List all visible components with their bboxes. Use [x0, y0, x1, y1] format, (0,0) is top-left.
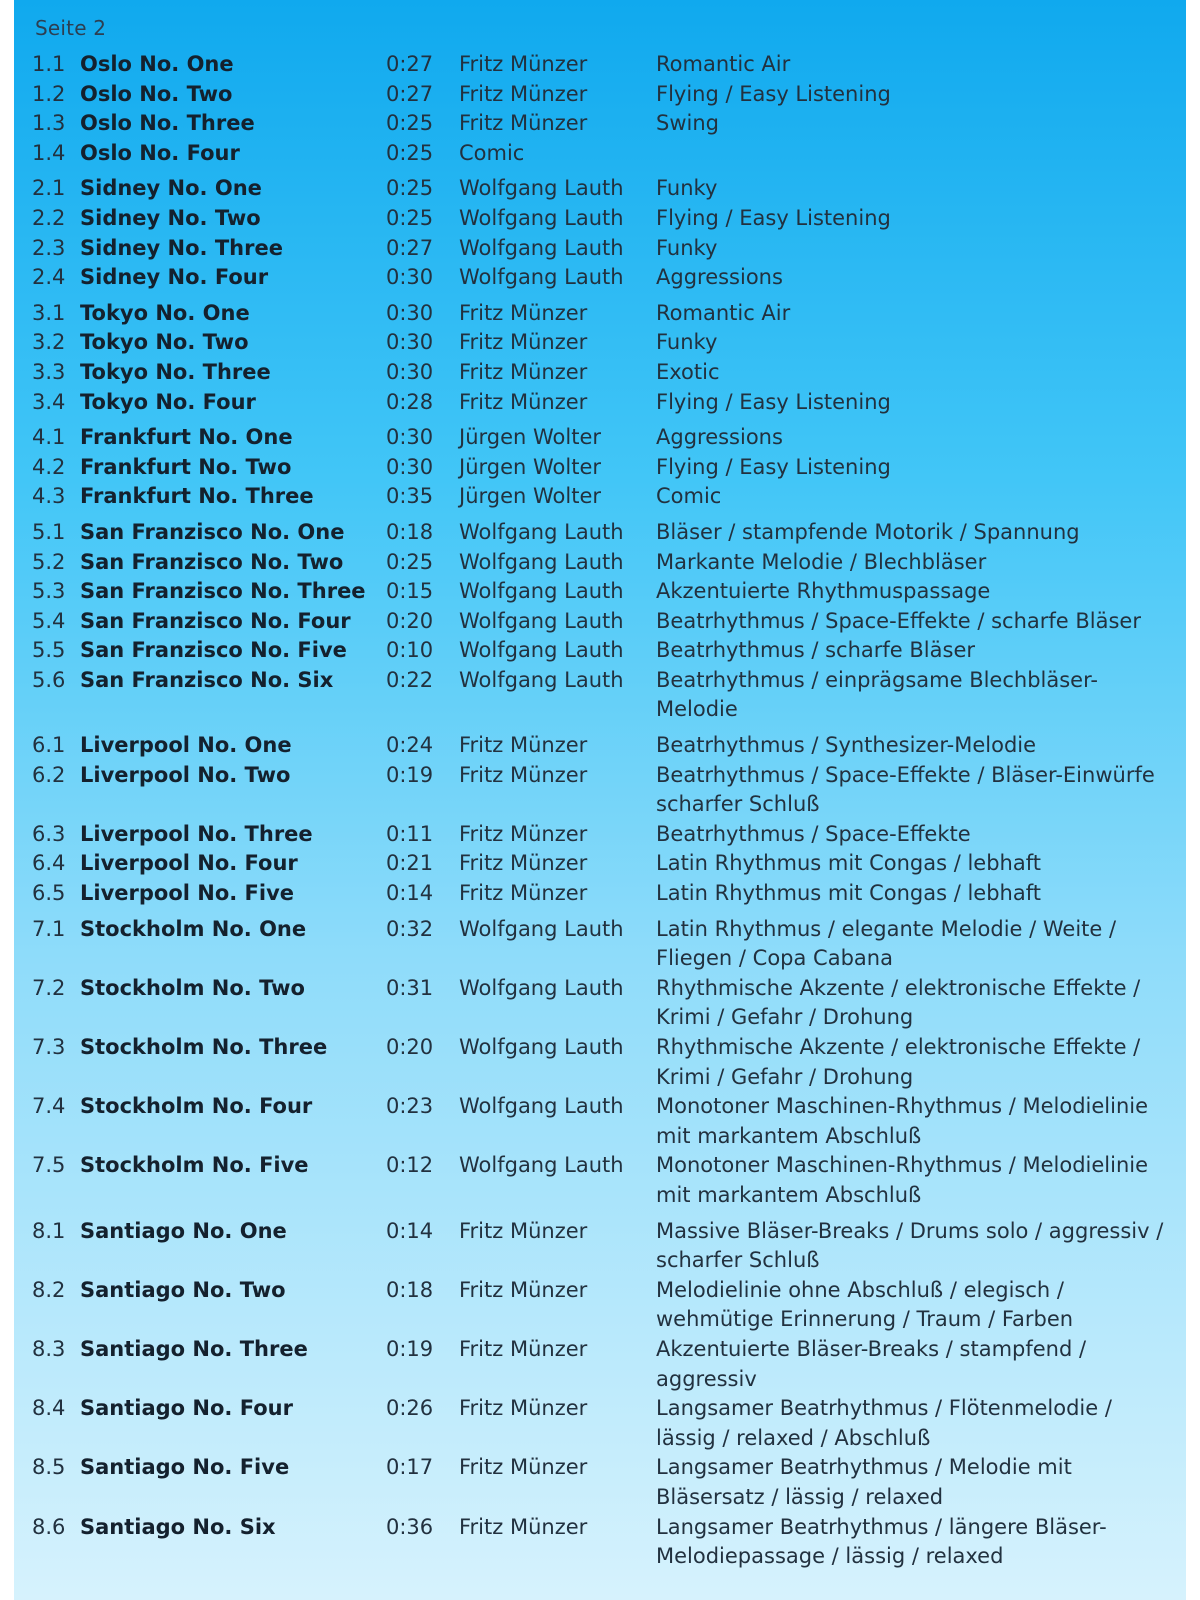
track-description: Comic	[656, 484, 722, 509]
track-duration: 0:19	[386, 1336, 434, 1361]
track-row	[14, 1276, 1186, 1335]
track-row	[14, 204, 1186, 234]
track-description: Massive Bläser-Breaks / Drums solo / aggressiv / scharfer Schluß	[656, 1218, 1164, 1273]
track-number: 4.2	[32, 454, 66, 479]
track-number: 7.1	[32, 916, 66, 941]
track-number: 8.4	[32, 1396, 66, 1421]
track-duration: 0:31	[386, 975, 434, 1000]
track-number: 5.1	[32, 519, 66, 544]
track-title: Sidney No. Three	[80, 235, 283, 260]
track-title: Tokyo No. One	[80, 300, 250, 325]
track-title: Oslo No. Three	[80, 111, 255, 136]
track-number: 5.4	[32, 608, 66, 633]
track-duration: 0:27	[386, 52, 434, 76]
track-description: Flying / Easy Listening	[656, 454, 891, 479]
track-duration: 0:24	[386, 733, 434, 758]
track-artist: Fritz Münzer	[459, 300, 588, 325]
track-duration: 0:12	[386, 1153, 434, 1178]
track-description: Beatrhythmus / Space-Effekte / Bläser-Einwürfe scharfer Schluß	[656, 762, 1155, 817]
track-number: 4.3	[32, 484, 66, 509]
track-number: 8.3	[32, 1336, 66, 1361]
track-artist: Wolfgang Lauth	[459, 916, 624, 941]
track-row	[14, 1092, 1186, 1151]
track-title: San Franzisco No. Four	[80, 608, 351, 633]
track-number: 1.4	[32, 140, 66, 165]
track-group	[14, 731, 1186, 909]
track-row	[14, 1217, 1186, 1276]
track-duration: 0:25	[386, 205, 434, 230]
track-row	[14, 548, 1186, 578]
track-description: Beatrhythmus / Space-Effekte / scharfe Bläser	[656, 608, 1141, 633]
track-group	[14, 423, 1186, 512]
track-row	[14, 607, 1186, 637]
track-description: Flying / Easy Listening	[656, 389, 891, 414]
track-duration: 0:22	[386, 667, 434, 692]
track-row	[14, 358, 1186, 388]
track-artist: Fritz Münzer	[459, 851, 588, 876]
track-duration: 0:20	[386, 608, 434, 633]
track-artist: Wolfgang Lauth	[459, 1094, 624, 1119]
track-title: Stockholm No. Four	[80, 1094, 313, 1119]
track-duration: 0:25	[386, 140, 434, 165]
track-artist: Wolfgang Lauth	[459, 1153, 624, 1178]
track-title: Liverpool No. Four	[80, 851, 298, 876]
track-duration: 0:18	[386, 1277, 434, 1302]
track-artist: Jürgen Wolter	[459, 484, 602, 509]
track-row	[14, 328, 1186, 358]
track-title: Tokyo No. Three	[80, 359, 271, 384]
track-artist: Fritz Münzer	[459, 821, 588, 846]
track-description: Latin Rhythmus mit Congas / lebhaft	[656, 851, 1041, 876]
track-row	[14, 263, 1186, 293]
track-artist: Fritz Münzer	[459, 81, 588, 106]
track-title: Oslo No. Four	[80, 140, 240, 165]
track-number: 5.2	[32, 549, 66, 574]
track-number: 8.2	[32, 1277, 66, 1302]
track-description: Beatrhythmus / Space-Effekte	[656, 821, 971, 846]
track-duration: 0:11	[386, 821, 434, 846]
track-group	[14, 915, 1186, 1211]
track-title: San Franzisco No. Six	[80, 667, 334, 692]
track-description: Flying / Easy Listening	[656, 81, 891, 106]
track-row	[14, 1513, 1186, 1572]
track-title: Sidney No. Four	[80, 265, 269, 290]
track-artist: Fritz Münzer	[459, 881, 588, 906]
track-description: Rhythmische Akzente / elektronische Effekte / Krimi / Gefahr / Drohung	[656, 1035, 1141, 1089]
track-row	[14, 299, 1186, 329]
track-group	[14, 299, 1186, 417]
track-artist: Fritz Münzer	[459, 733, 588, 758]
track-title: San Franzisco No. Three	[80, 579, 366, 604]
track-title: Stockholm No. Five	[80, 1153, 309, 1178]
track-number: 8.5	[32, 1455, 66, 1480]
track-description: Beatrhythmus / einprägsame Blechbläser-Melodie	[656, 667, 1098, 722]
track-row	[14, 80, 1186, 110]
track-row	[14, 518, 1186, 548]
track-duration: 0:30	[386, 359, 434, 384]
track-row	[14, 666, 1186, 725]
track-title: Liverpool No. Three	[80, 821, 313, 846]
track-number: 3.4	[32, 389, 66, 414]
track-duration: 0:30	[386, 265, 434, 290]
track-number: 6.1	[32, 733, 66, 758]
track-duration: 0:26	[386, 1396, 434, 1421]
track-description: Latin Rhythmus mit Congas / lebhaft	[656, 881, 1041, 906]
track-number: 1.3	[32, 111, 66, 136]
track-description: Langsamer Beatrhythmus / längere Bläser-Melodiepassage / lässig / relaxed	[656, 1514, 1107, 1569]
track-description: Romantic Air	[656, 52, 791, 76]
track-duration: 0:10	[386, 638, 434, 663]
track-description: Exotic	[656, 359, 720, 384]
track-number: 5.3	[32, 579, 66, 604]
track-group	[14, 1217, 1186, 1572]
track-description: Monotoner Maschinen-Rhythmus / Melodielinie mit markantem Abschluß	[656, 1153, 1149, 1207]
track-title: Sidney No. Two	[80, 205, 261, 230]
track-title: Oslo No. One	[80, 52, 234, 76]
track-description: Funky	[656, 176, 718, 201]
track-row	[14, 1335, 1186, 1394]
track-description: Beatrhythmus / Synthesizer-Melodie	[656, 733, 1037, 758]
track-row	[14, 761, 1186, 820]
track-row	[14, 453, 1186, 483]
track-artist: Fritz Münzer	[459, 1455, 588, 1480]
track-artist: Fritz Münzer	[459, 330, 588, 355]
track-description: Aggressions	[656, 425, 783, 450]
track-row	[14, 915, 1186, 974]
track-artist: Fritz Münzer	[459, 359, 588, 384]
track-artist: Wolfgang Lauth	[459, 608, 624, 633]
track-row	[14, 636, 1186, 666]
track-description: Langsamer Beatrhythmus / Flötenmelodie / lässig / relaxed / Abschluß	[656, 1396, 1112, 1450]
track-title: Santiago No. Five	[80, 1455, 290, 1480]
track-number: 1.2	[32, 81, 66, 106]
track-title: Frankfurt No. One	[80, 425, 293, 450]
track-number: 6.2	[32, 762, 66, 787]
track-number: 5.6	[32, 667, 66, 692]
track-duration: 0:19	[386, 762, 434, 787]
track-title: Stockholm No. One	[80, 916, 307, 941]
track-duration: 0:30	[386, 454, 434, 479]
track-number: 1.1	[32, 52, 66, 76]
track-artist: Fritz Münzer	[459, 1514, 588, 1539]
track-row	[14, 974, 1186, 1033]
track-title: Santiago No. Six	[80, 1514, 276, 1539]
track-row	[14, 1453, 1186, 1512]
track-artist: Fritz Münzer	[459, 1277, 588, 1302]
track-duration: 0:30	[386, 330, 434, 355]
track-number: 2.3	[32, 235, 66, 260]
track-description: Latin Rhythmus / elegante Melodie / Weite / Fliegen / Copa Cabana	[656, 916, 1117, 971]
track-number: 3.1	[32, 300, 66, 325]
track-title: Liverpool No. One	[80, 733, 292, 758]
track-artist: Fritz Münzer	[459, 389, 588, 414]
track-duration: 0:28	[386, 389, 434, 414]
track-title: Oslo No. Two	[80, 81, 233, 106]
track-artist: Wolfgang Lauth	[459, 235, 624, 260]
track-row	[14, 50, 1186, 80]
track-number: 8.1	[32, 1218, 66, 1243]
track-number: 6.3	[32, 821, 66, 846]
track-description: Romantic Air	[656, 300, 791, 325]
page-label: Seite 2	[35, 16, 107, 40]
track-title: Frankfurt No. Two	[80, 454, 292, 479]
track-artist: Wolfgang Lauth	[459, 1035, 624, 1059]
track-number: 2.2	[32, 205, 66, 230]
track-artist: Fritz Münzer	[459, 1336, 588, 1361]
track-number: 8.6	[32, 1514, 66, 1539]
track-artist: Wolfgang Lauth	[459, 579, 624, 604]
track-title: Stockholm No. Three	[80, 1035, 328, 1059]
track-number: 7.3	[32, 1035, 66, 1059]
track-title: Santiago No. Three	[80, 1336, 308, 1361]
track-description: Bläser / stampfende Motorik / Spannung	[656, 519, 1080, 544]
track-duration: 0:32	[386, 916, 434, 941]
track-title: Stockholm No. Two	[80, 975, 305, 1000]
track-artist: Wolfgang Lauth	[459, 638, 624, 663]
track-row	[14, 139, 1186, 169]
track-duration: 0:30	[386, 425, 434, 450]
track-description: Funky	[656, 330, 718, 355]
track-description: Aggressions	[656, 265, 783, 290]
track-duration: 0:25	[386, 111, 434, 136]
track-artist: Fritz Münzer	[459, 762, 588, 787]
track-row	[14, 109, 1186, 139]
track-description: Monotoner Maschinen-Rhythmus / Melodielinie mit markantem Abschluß	[656, 1094, 1149, 1148]
track-artist: Jürgen Wolter	[459, 454, 602, 479]
track-artist: Wolfgang Lauth	[459, 265, 624, 290]
track-number: 6.5	[32, 881, 66, 906]
track-artist: Wolfgang Lauth	[459, 549, 624, 574]
track-duration: 0:14	[386, 1218, 434, 1243]
track-number: 2.1	[32, 176, 66, 201]
track-number: 6.4	[32, 851, 66, 876]
track-artist: Wolfgang Lauth	[459, 975, 624, 1000]
track-title: Santiago No. Two	[80, 1277, 286, 1302]
track-title: Liverpool No. Two	[80, 762, 291, 787]
track-description: Funky	[656, 235, 718, 260]
track-duration: 0:25	[386, 549, 434, 574]
track-number: 7.4	[32, 1094, 66, 1119]
track-description: Akzentuierte Bläser-Breaks / stampfend / aggressiv	[656, 1336, 1087, 1391]
track-row	[14, 388, 1186, 418]
track-artist: Fritz Münzer	[459, 111, 588, 136]
track-duration: 0:21	[386, 851, 434, 876]
track-title: San Franzisco No. Five	[80, 638, 347, 663]
track-list-page	[14, 0, 1186, 1600]
track-number: 5.5	[32, 638, 66, 663]
track-duration: 0:15	[386, 579, 434, 604]
track-description: Akzentuierte Rhythmuspassage	[656, 579, 991, 604]
track-number: 3.3	[32, 359, 66, 384]
track-artist: Wolfgang Lauth	[459, 205, 624, 230]
track-row	[14, 849, 1186, 879]
track-title: Santiago No. Four	[80, 1396, 293, 1421]
track-duration: 0:25	[386, 176, 434, 201]
track-row	[14, 820, 1186, 850]
track-row	[14, 423, 1186, 453]
track-duration: 0:27	[386, 81, 434, 106]
track-artist: Wolfgang Lauth	[459, 667, 624, 692]
track-group	[14, 174, 1186, 292]
track-number: 4.1	[32, 425, 66, 450]
track-artist: Fritz Münzer	[459, 1396, 588, 1421]
track-description: Rhythmische Akzente / elektronische Effekte / Krimi / Gefahr / Drohung	[656, 975, 1141, 1030]
track-title: Liverpool No. Five	[80, 881, 295, 906]
track-row	[14, 1394, 1186, 1453]
track-duration: 0:14	[386, 881, 434, 906]
track-title: Santiago No. One	[80, 1218, 287, 1243]
track-row	[14, 1151, 1186, 1210]
track-title: Tokyo No. Four	[80, 389, 256, 414]
track-title: San Franzisco No. One	[80, 519, 345, 544]
track-row	[14, 1033, 1186, 1092]
track-description: Beatrhythmus / scharfe Bläser	[656, 638, 975, 663]
track-artist: Comic	[459, 140, 525, 165]
track-description: Langsamer Beatrhythmus / Melodie mit Bläsersatz / lässig / relaxed	[656, 1455, 1072, 1509]
track-title: Tokyo No. Two	[80, 330, 249, 355]
track-number: 7.2	[32, 975, 66, 1000]
track-row	[14, 174, 1186, 204]
track-row	[14, 577, 1186, 607]
track-artist: Fritz Münzer	[459, 52, 588, 76]
track-duration: 0:27	[386, 235, 434, 260]
track-group	[14, 518, 1186, 725]
track-title: Sidney No. One	[80, 176, 262, 201]
track-group	[14, 50, 1186, 168]
track-row	[14, 731, 1186, 761]
track-title: San Franzisco No. Two	[80, 549, 344, 574]
track-duration: 0:20	[386, 1035, 434, 1059]
track-description: Swing	[656, 111, 719, 136]
track-number: 2.4	[32, 265, 66, 290]
track-title: Frankfurt No. Three	[80, 484, 314, 509]
track-duration: 0:18	[386, 519, 434, 544]
track-row	[14, 879, 1186, 909]
track-duration: 0:17	[386, 1455, 434, 1480]
track-description: Markante Melodie / Blechbläser	[656, 549, 987, 574]
track-artist: Wolfgang Lauth	[459, 176, 624, 201]
track-number: 7.5	[32, 1153, 66, 1178]
track-row	[14, 482, 1186, 512]
track-list	[14, 50, 1186, 1578]
track-artist: Wolfgang Lauth	[459, 519, 624, 544]
track-duration: 0:23	[386, 1094, 434, 1119]
track-row	[14, 234, 1186, 264]
track-number: 3.2	[32, 330, 66, 355]
track-duration: 0:35	[386, 484, 434, 509]
track-description: Melodielinie ohne Abschluß / elegisch / wehmütige Erinnerung / Traum / Farben	[656, 1277, 1074, 1332]
track-description: Flying / Easy Listening	[656, 205, 891, 230]
track-artist: Jürgen Wolter	[459, 425, 602, 450]
track-duration: 0:30	[386, 300, 434, 325]
track-artist: Fritz Münzer	[459, 1218, 588, 1243]
track-duration: 0:36	[386, 1514, 434, 1539]
